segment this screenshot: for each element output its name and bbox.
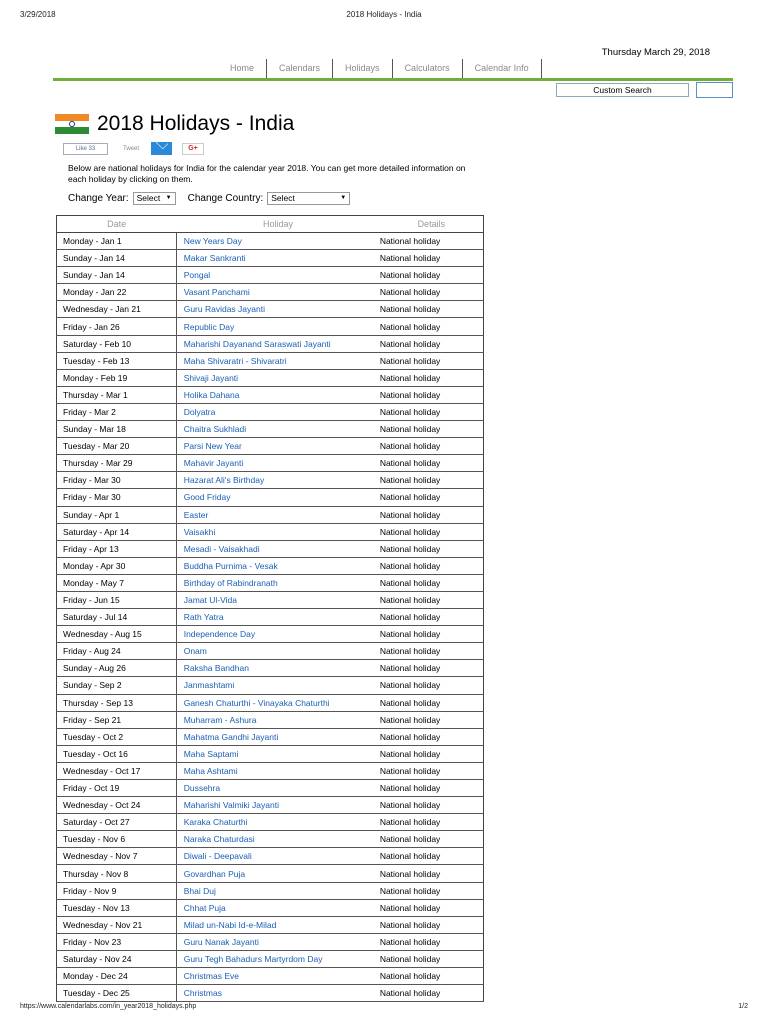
holiday-date: Friday - Jan 26 [57, 318, 177, 335]
holiday-date: Tuesday - Nov 6 [57, 831, 177, 848]
holiday-link[interactable]: New Years Day [176, 233, 380, 250]
table-row [57, 968, 484, 985]
table-row [57, 677, 484, 694]
holiday-date: Sunday - Aug 26 [57, 660, 177, 677]
holiday-type: National holiday [380, 284, 484, 301]
holiday-link[interactable]: Guru Ravidas Jayanti [176, 301, 380, 318]
column-header-date: Date [57, 216, 177, 233]
year-select-value: Select [136, 192, 161, 203]
holiday-link[interactable]: Chaitra Sukhladi [176, 421, 380, 438]
holiday-link[interactable]: Chhat Puja [176, 899, 380, 916]
holiday-date: Monday - Dec 24 [57, 968, 177, 985]
holiday-type: National holiday [380, 506, 484, 523]
holiday-type: National holiday [380, 711, 484, 728]
print-date: 3/29/2018 [20, 10, 56, 19]
holiday-type: National holiday [380, 831, 484, 848]
holiday-date: Friday - Sep 21 [57, 711, 177, 728]
table-row [57, 438, 484, 455]
holiday-link[interactable]: Christmas [176, 985, 380, 1002]
country-select[interactable] [267, 192, 350, 205]
holiday-date: Tuesday - Oct 16 [57, 745, 177, 762]
holiday-type: National holiday [380, 540, 484, 557]
holiday-type: National holiday [380, 421, 484, 438]
holiday-date: Wednesday - Oct 24 [57, 797, 177, 814]
filter-controls [68, 191, 350, 205]
holiday-date: Friday - Mar 2 [57, 403, 177, 420]
intro-text: Below are national holidays for India for the calendar year 2018. You can get more detailed information on each holiday by clicking on them. [68, 163, 466, 184]
table-row [57, 985, 484, 1002]
holiday-link[interactable]: Vaisakhi [176, 523, 380, 540]
holiday-type: National holiday [380, 780, 484, 797]
holiday-link[interactable]: Holika Dahana [176, 386, 380, 403]
holiday-link[interactable]: Raksha Bandhan [176, 660, 380, 677]
page-title: 2018 Holidays - India [97, 112, 295, 135]
search-button[interactable] [696, 82, 733, 98]
holiday-type: National holiday [380, 489, 484, 506]
holiday-type: National holiday [380, 916, 484, 933]
holiday-type: National holiday [380, 472, 484, 489]
holiday-link[interactable]: Guru Tegh Bahadurs Martyrdom Day [176, 950, 380, 967]
table-row [57, 318, 484, 335]
holiday-date: Sunday - Apr 1 [57, 506, 177, 523]
holiday-table [56, 215, 484, 1002]
holiday-link[interactable]: Guru Nanak Jayanti [176, 933, 380, 950]
holiday-date: Friday - Mar 30 [57, 489, 177, 506]
holiday-link[interactable]: Bhai Duj [176, 882, 380, 899]
holiday-date: Wednesday - Aug 15 [57, 626, 177, 643]
table-row [57, 643, 484, 660]
holiday-link[interactable]: Makar Sankranti [176, 250, 380, 267]
print-header [20, 10, 748, 22]
holiday-date: Tuesday - Nov 13 [57, 899, 177, 916]
table-row [57, 780, 484, 797]
holiday-date: Saturday - Oct 27 [57, 814, 177, 831]
table-row [57, 609, 484, 626]
table-header-row [57, 216, 484, 233]
holiday-type: National holiday [380, 899, 484, 916]
holiday-date: Friday - Nov 9 [57, 882, 177, 899]
holiday-link[interactable]: Maha Ashtami [176, 762, 380, 779]
holiday-link[interactable]: Karaka Chaturthi [176, 814, 380, 831]
table-row [57, 899, 484, 916]
holiday-link[interactable]: Govardhan Puja [176, 865, 380, 882]
table-row [57, 523, 484, 540]
nav-calculators[interactable]: Calculators [393, 59, 463, 78]
nav-calendar-info[interactable]: Calendar Info [463, 59, 542, 78]
holiday-link[interactable]: Naraka Chaturdasi [176, 831, 380, 848]
holiday-type: National holiday [380, 438, 484, 455]
holiday-type: National holiday [380, 745, 484, 762]
holiday-date: Friday - Aug 24 [57, 643, 177, 660]
holiday-type: National holiday [380, 301, 484, 318]
table-row [57, 455, 484, 472]
chevron-down-icon: ▼ [340, 194, 347, 201]
holiday-date: Monday - Feb 19 [57, 369, 177, 386]
table-row [57, 831, 484, 848]
table-row [57, 335, 484, 352]
nav-calendars[interactable]: Calendars [267, 59, 333, 78]
holiday-link[interactable]: Vasant Panchami [176, 284, 380, 301]
table-row [57, 233, 484, 250]
main-nav [220, 59, 542, 78]
table-row [57, 403, 484, 420]
holiday-link[interactable]: Maharishi Dayanand Saraswati Jayanti [176, 335, 380, 352]
holiday-link[interactable]: Dussehra [176, 780, 380, 797]
holiday-date: Thursday - Sep 13 [57, 694, 177, 711]
holiday-link[interactable]: Diwali - Deepavali [176, 848, 380, 865]
holiday-link[interactable]: Christmas Eve [176, 968, 380, 985]
holiday-link[interactable]: Rath Yatra [176, 609, 380, 626]
table-row [57, 711, 484, 728]
holiday-link[interactable]: Republic Day [176, 318, 380, 335]
holiday-type: National holiday [380, 728, 484, 745]
table-row [57, 369, 484, 386]
holiday-type: National holiday [380, 335, 484, 352]
holiday-link[interactable]: Shivaji Jayanti [176, 369, 380, 386]
like-button[interactable]: Like 33 [63, 143, 108, 155]
social-bar [63, 142, 204, 155]
table-row [57, 557, 484, 574]
holiday-type: National holiday [380, 660, 484, 677]
holiday-type: National holiday [380, 267, 484, 284]
print-page-number: 1/2 [738, 1003, 748, 1010]
holiday-type: National holiday [380, 694, 484, 711]
table-row [57, 574, 484, 591]
table-row [57, 762, 484, 779]
current-date: Thursday March 29, 2018 [601, 47, 710, 58]
nav-holidays[interactable]: Holidays [333, 59, 393, 78]
table-row [57, 267, 484, 284]
table-row [57, 865, 484, 882]
print-footer [20, 1003, 748, 1015]
holiday-type: National holiday [380, 950, 484, 967]
mail-icon[interactable] [151, 142, 172, 155]
holiday-date: Wednesday - Nov 7 [57, 848, 177, 865]
holiday-type: National holiday [380, 250, 484, 267]
table-row [57, 352, 484, 369]
holiday-date: Monday - Jan 22 [57, 284, 177, 301]
table-row [57, 626, 484, 643]
holiday-date: Friday - Oct 19 [57, 780, 177, 797]
holiday-link[interactable]: Janmashtami [176, 677, 380, 694]
holiday-date: Saturday - Nov 24 [57, 950, 177, 967]
holiday-type: National holiday [380, 626, 484, 643]
holiday-link[interactable]: Buddha Purnima - Vesak [176, 557, 380, 574]
column-header-holiday: Holiday [176, 216, 380, 233]
holiday-type: National holiday [380, 386, 484, 403]
holiday-link[interactable]: Mahatma Gandhi Jayanti [176, 728, 380, 745]
table-row [57, 882, 484, 899]
holiday-type: National holiday [380, 814, 484, 831]
holiday-date: Saturday - Feb 10 [57, 335, 177, 352]
holiday-link[interactable]: Hazarat Ali's Birthday [176, 472, 380, 489]
holiday-date: Saturday - Apr 14 [57, 523, 177, 540]
page-header [55, 110, 294, 138]
holiday-type: National holiday [380, 933, 484, 950]
table-row [57, 540, 484, 557]
holiday-type: National holiday [380, 318, 484, 335]
holiday-type: National holiday [380, 523, 484, 540]
holiday-type: National holiday [380, 557, 484, 574]
holiday-date: Tuesday - Dec 25 [57, 985, 177, 1002]
print-url: https://www.calendarlabs.com/in_year2018_holidays.php [20, 1003, 197, 1010]
holiday-date: Friday - Nov 23 [57, 933, 177, 950]
holiday-link[interactable]: Pongal [176, 267, 380, 284]
holiday-date: Friday - Apr 13 [57, 540, 177, 557]
holiday-link[interactable]: Ganesh Chaturthi - Vinayaka Chaturthi [176, 694, 380, 711]
holiday-date: Wednesday - Jan 21 [57, 301, 177, 318]
table-row [57, 421, 484, 438]
holiday-link[interactable]: Maha Shivaratri - Shivaratri [176, 352, 380, 369]
holiday-date: Monday - Jan 1 [57, 233, 177, 250]
holiday-type: National holiday [380, 403, 484, 420]
holiday-date: Thursday - Mar 29 [57, 455, 177, 472]
holiday-date: Thursday - Nov 8 [57, 865, 177, 882]
holiday-type: National holiday [380, 352, 484, 369]
table-row [57, 250, 484, 267]
column-header-details: Details [380, 216, 484, 233]
table-row [57, 916, 484, 933]
india-flag-icon [55, 114, 89, 134]
holiday-link[interactable]: Parsi New Year [176, 438, 380, 455]
holiday-type: National holiday [380, 609, 484, 626]
holiday-link[interactable]: Easter [176, 506, 380, 523]
holiday-type: National holiday [380, 574, 484, 591]
search-input[interactable]: Custom Search [556, 83, 689, 97]
holiday-type: National holiday [380, 762, 484, 779]
table-row [57, 728, 484, 745]
table-row [57, 386, 484, 403]
holiday-link[interactable]: Onam [176, 643, 380, 660]
nav-home[interactable]: Home [220, 59, 267, 78]
holiday-date: Sunday - Jan 14 [57, 267, 177, 284]
holiday-link[interactable]: Independence Day [176, 626, 380, 643]
table-row [57, 591, 484, 608]
holiday-link[interactable]: Dolyatra [176, 403, 380, 420]
holiday-link[interactable]: Mesadi - Vaisakhadi [176, 540, 380, 557]
holiday-date: Tuesday - Feb 13 [57, 352, 177, 369]
holiday-link[interactable]: Maharishi Valmiki Jayanti [176, 797, 380, 814]
print-title: 2018 Holidays - India [346, 10, 422, 19]
holiday-date: Tuesday - Mar 20 [57, 438, 177, 455]
holiday-type: National holiday [380, 797, 484, 814]
table-row [57, 660, 484, 677]
holiday-link[interactable]: Jamat Ul-Vida [176, 591, 380, 608]
table-row [57, 301, 484, 318]
holiday-date: Thursday - Mar 1 [57, 386, 177, 403]
holiday-link[interactable]: Birthday of Rabindranath [176, 574, 380, 591]
holiday-link[interactable]: Good Friday [176, 489, 380, 506]
holiday-type: National holiday [380, 968, 484, 985]
holiday-link[interactable]: Muharram - Ashura [176, 711, 380, 728]
holiday-type: National holiday [380, 865, 484, 882]
holiday-date: Sunday - Sep 2 [57, 677, 177, 694]
nav-divider [53, 78, 733, 81]
table-row [57, 284, 484, 301]
chevron-down-icon: ▼ [165, 194, 172, 201]
holiday-date: Wednesday - Oct 17 [57, 762, 177, 779]
table-row [57, 694, 484, 711]
country-select-value: Select [271, 192, 295, 203]
tweet-button[interactable]: Tweet [123, 145, 140, 152]
table-row [57, 745, 484, 762]
holiday-date: Saturday - Jul 14 [57, 609, 177, 626]
holiday-date: Tuesday - Oct 2 [57, 728, 177, 745]
holiday-link[interactable]: Mahavir Jayanti [176, 455, 380, 472]
holiday-link[interactable]: Maha Saptami [176, 745, 380, 762]
holiday-date: Sunday - Jan 14 [57, 250, 177, 267]
table-row [57, 848, 484, 865]
table-row [57, 933, 484, 950]
holiday-type: National holiday [380, 882, 484, 899]
holiday-type: National holiday [380, 985, 484, 1002]
table-row [57, 797, 484, 814]
holiday-link[interactable]: Milad un-Nabi Id-e-Milad [176, 916, 380, 933]
table-row [57, 950, 484, 967]
table-row [57, 472, 484, 489]
holiday-type: National holiday [380, 591, 484, 608]
country-label: Change Country: [187, 192, 264, 204]
holiday-date: Friday - Jun 15 [57, 591, 177, 608]
holiday-type: National holiday [380, 643, 484, 660]
year-label: Change Year: [68, 192, 129, 204]
holiday-date: Monday - Apr 30 [57, 557, 177, 574]
year-select[interactable] [133, 192, 176, 205]
holiday-type: National holiday [380, 369, 484, 386]
table-row [57, 506, 484, 523]
holiday-date: Wednesday - Nov 21 [57, 916, 177, 933]
holiday-type: National holiday [380, 677, 484, 694]
holiday-date: Friday - Mar 30 [57, 472, 177, 489]
holiday-date: Sunday - Mar 18 [57, 421, 177, 438]
table-row [57, 814, 484, 831]
gplus-button[interactable]: G+ [182, 143, 204, 155]
holiday-type: National holiday [380, 848, 484, 865]
holiday-table-body [57, 233, 484, 1002]
table-row [57, 489, 484, 506]
holiday-type: National holiday [380, 233, 484, 250]
holiday-date: Monday - May 7 [57, 574, 177, 591]
holiday-type: National holiday [380, 455, 484, 472]
